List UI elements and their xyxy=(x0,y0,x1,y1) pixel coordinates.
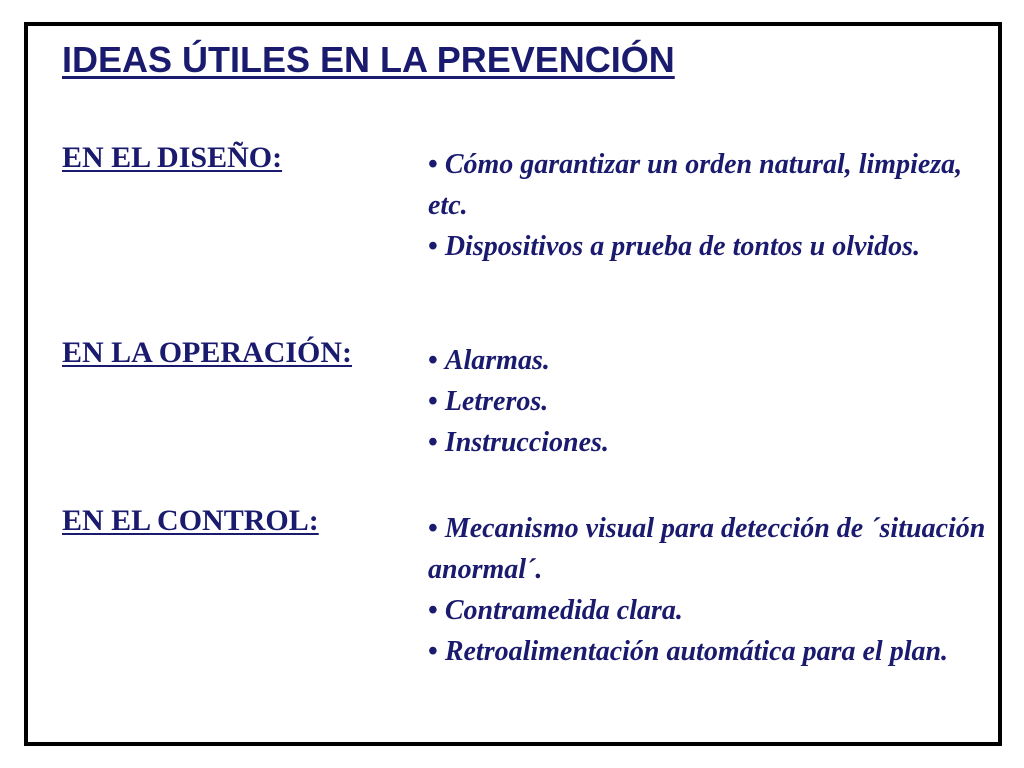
list-item-text: Instrucciones. xyxy=(444,427,609,458)
list-item: • Instrucciones. xyxy=(428,427,609,458)
section-bullets-diseno xyxy=(428,144,988,267)
list-item: • Mecanismo visual para detección de ´situación anormal´. xyxy=(428,513,986,585)
list-item: • Cómo garantizar un orden natural, limpieza, etc. xyxy=(428,149,963,221)
slide-title: IDEAS ÚTILES EN LA PREVENCIÓN xyxy=(62,39,675,80)
section-label-operacion: EN LA OPERACIÓN: xyxy=(62,336,353,369)
list-item: • Letreros. xyxy=(428,386,549,417)
list-item-text: Alarmas. xyxy=(444,345,550,376)
list-item: • Dispositivos a prueba de tontos u olvidos. xyxy=(428,231,921,262)
list-item: • Retroalimentación automática para el plan. xyxy=(428,636,949,667)
list-item-text: Mecanismo visual para detección de ´situación anormal´. xyxy=(428,513,986,585)
list-item-text: Contramedida clara. xyxy=(444,595,683,626)
section-bullets-operacion xyxy=(428,340,988,463)
section-label-control: EN EL CONTROL: xyxy=(62,504,319,537)
list-item-text: Letreros. xyxy=(444,386,549,417)
list-item: • Contramedida clara. xyxy=(428,595,683,626)
list-item: • Alarmas. xyxy=(428,345,550,376)
section-label-diseno: EN EL DISEÑO: xyxy=(62,141,283,174)
section-bullets-control xyxy=(428,508,988,672)
list-item-text: Cómo garantizar un orden natural, limpieza, etc. xyxy=(428,149,963,221)
list-item-text: Dispositivos a prueba de tontos u olvidos. xyxy=(444,231,921,262)
list-item-text: Retroalimentación automática para el plan. xyxy=(444,636,949,667)
